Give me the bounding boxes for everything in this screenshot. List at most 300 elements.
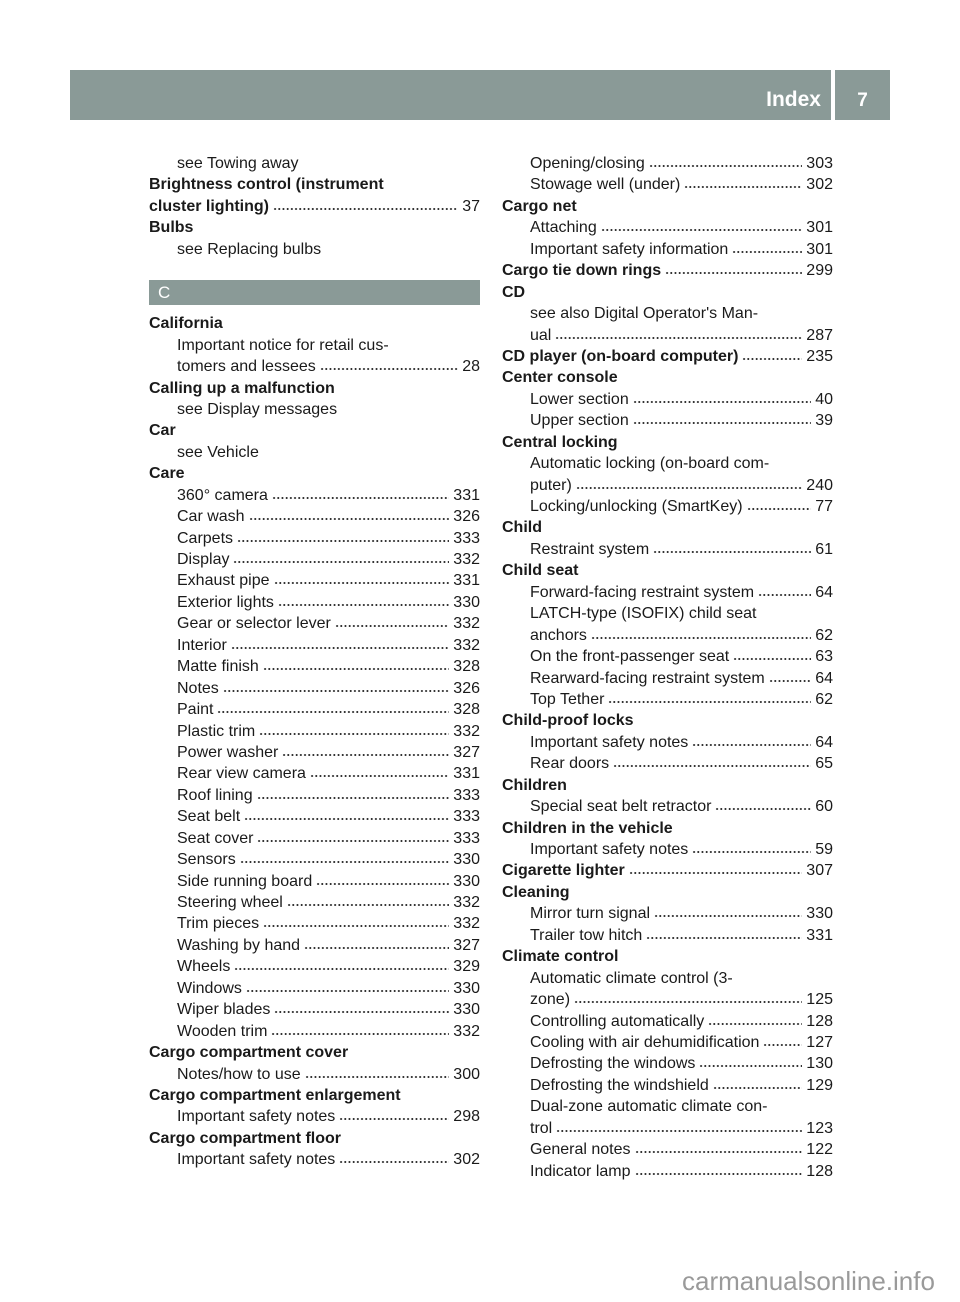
leader-dots [613,764,811,768]
entry-text: Seat cover [177,829,254,847]
entry-text: Plastic trim [177,722,256,740]
index-subentry [149,442,480,463]
page-reference[interactable]: 332 [453,915,480,933]
page-reference[interactable]: 129 [806,1076,833,1094]
index-subentry[interactable] [149,485,480,506]
index-column-left [149,153,480,1171]
entry-text: Center console [502,369,618,387]
page-reference[interactable]: 61 [815,540,833,558]
index-subentry[interactable] [149,1021,480,1042]
leader-dots [310,774,449,778]
entry-text: Windows [177,979,242,997]
index-subentry[interactable] [502,625,833,646]
entry-text: Rear view camera [177,765,306,783]
leader-dots [257,796,450,800]
page-reference[interactable]: 62 [815,690,833,708]
index-subentry[interactable] [502,410,833,431]
entry-text: CD player (on-board computer) [502,347,739,365]
index-heading [149,378,480,399]
page-reference[interactable]: 40 [815,390,833,408]
page-reference[interactable]: 127 [806,1033,833,1051]
leader-dots [278,603,449,607]
page-reference[interactable]: 62 [815,626,833,644]
entry-text: Notes/how to use [177,1065,301,1083]
page-reference[interactable]: 328 [453,658,480,676]
page-reference[interactable]: 299 [806,262,833,280]
index-subentry [149,239,480,260]
leader-dots [335,624,449,628]
page-reference[interactable]: 327 [453,936,480,954]
entry-text: Roof lining [177,786,253,804]
leader-dots [287,903,449,907]
leader-dots [653,550,811,554]
leader-dots [649,164,803,168]
index-subentry[interactable] [149,528,480,549]
entry-text: Car wash [177,508,245,526]
leader-dots [556,1129,802,1133]
index-subentry[interactable] [502,174,833,195]
page-reference[interactable]: 327 [453,743,480,761]
entry-text: see Replacing bulbs [177,240,322,258]
page-reference[interactable]: 330 [806,905,833,923]
leader-dots [708,1022,802,1026]
leader-dots [742,357,802,361]
index-heading [502,517,833,538]
index-subentry[interactable] [149,999,480,1020]
page-reference[interactable]: 301 [806,219,833,237]
index-subentry[interactable] [502,239,833,260]
index-subentry[interactable] [502,1139,833,1160]
page-reference[interactable]: 333 [453,529,480,547]
index-subentry[interactable] [149,828,480,849]
index-subentry[interactable] [502,646,833,667]
page-reference[interactable]: 328 [453,701,480,719]
entry-text: Washing by hand [177,936,301,954]
leader-dots [231,646,450,650]
entry-text: Power washer [177,743,279,761]
page-reference[interactable]: 330 [453,872,480,890]
index-heading [149,1085,480,1106]
leader-dots [259,732,449,736]
index-subentry[interactable] [149,721,480,742]
entry-text: CD [502,283,526,301]
entry-text: Locking/unlocking (SmartKey) [530,498,743,515]
leader-dots [713,1086,803,1090]
page-reference[interactable]: 329 [453,958,480,976]
leader-dots [591,636,811,640]
index-subentry[interactable] [502,989,833,1010]
entry-text: Bulbs [149,219,194,237]
entry-text: Important safety notes [177,1151,336,1169]
entry-text: Child seat [502,562,579,580]
page-reference[interactable]: 128 [806,1012,833,1030]
leader-dots [692,850,811,854]
page-reference[interactable]: 302 [453,1151,480,1169]
entry-text: 360° camera [177,486,268,504]
page-reference[interactable]: 235 [806,347,833,365]
entry-text: see Towing away [177,155,299,172]
page-reference[interactable]: 331 [453,572,480,590]
index-subentry[interactable] [149,613,480,634]
entry-text: Side running board [177,872,313,890]
entry-text: ual [530,326,552,344]
leader-dots [282,753,449,757]
index-subentry[interactable] [149,549,480,570]
entry-text: Cargo compartment cover [149,1044,349,1062]
index-subentry[interactable] [502,389,833,410]
leader-dots [274,1010,449,1014]
entry-text: Seat belt [177,808,241,826]
index-heading[interactable] [502,346,833,367]
index-subentry[interactable] [502,689,833,710]
index-subentry[interactable] [502,732,833,753]
leader-dots [217,710,449,714]
entry-text: Steering wheel [177,894,283,911]
index-subentry[interactable] [149,570,480,591]
index-heading [149,1042,480,1063]
entry-text: Special seat belt retractor [530,798,712,816]
page-reference[interactable]: 60 [815,798,833,816]
index-subentry [502,1096,833,1117]
entry-text: Trim pieces [177,915,260,933]
page-reference[interactable]: 240 [806,476,833,494]
page-reference[interactable]: 302 [806,176,833,194]
index-subentry[interactable] [149,356,480,377]
leader-dots [271,1032,449,1036]
index-subentry[interactable] [502,539,833,560]
leader-dots [633,421,811,425]
index-subentry[interactable] [502,1032,833,1053]
index-heading [149,174,480,195]
page-reference[interactable]: 65 [815,755,833,773]
leader-dots [601,228,803,232]
leader-dots [747,507,812,511]
entry-text: Top Tether [530,690,605,708]
page-reference[interactable]: 332 [453,1022,480,1040]
entry-text: Automatic locking (on-board com- [530,455,770,473]
index-subentry[interactable] [502,1011,833,1032]
entry-text: Cigarette lighter [502,862,625,880]
entry-text: see Display messages [177,400,338,418]
page-reference[interactable]: 64 [815,733,833,751]
leader-dots [244,817,449,821]
index-subentry[interactable] [149,913,480,934]
index-heading[interactable] [149,196,480,217]
page-reference[interactable]: 332 [453,894,480,911]
entry-text: Exhaust pipe [177,572,270,590]
page-reference[interactable]: 330 [453,851,480,869]
page-reference[interactable]: 298 [453,1108,480,1126]
index-subentry[interactable] [149,849,480,870]
entry-text: Opening/closing [530,155,645,172]
index-subentry [149,335,480,356]
entry-text: anchors [530,626,587,644]
leader-dots [234,967,449,971]
index-entries-pre [149,153,480,260]
page-reference[interactable]: 64 [815,583,833,601]
index-entries-right [502,153,833,1182]
entry-text: Cleaning [502,883,570,901]
entry-text: Display [177,551,230,568]
entry-text: Defrosting the windshield [530,1076,709,1094]
index-subentry[interactable] [502,925,833,946]
index-heading [502,432,833,453]
index-heading [502,818,833,839]
index-subentry[interactable] [149,742,480,763]
index-heading[interactable] [502,860,833,881]
leader-dots [633,400,811,404]
index-heading [502,282,833,303]
entry-text: tomers and lessees [177,358,316,376]
index-subentry[interactable] [502,582,833,603]
page-reference[interactable]: 333 [453,808,480,826]
index-subentry[interactable] [149,785,480,806]
index-heading [149,217,480,238]
index-subentry[interactable] [149,892,480,913]
page-reference[interactable]: 123 [806,1119,833,1137]
index-heading [149,463,480,484]
entry-text: Restraint system [530,540,650,558]
index-subentry[interactable] [149,806,480,827]
index-subentry[interactable] [149,635,480,656]
index-subentry[interactable] [149,1064,480,1085]
index-heading [502,882,833,903]
entry-text: Notes [177,679,219,697]
entry-text: Central locking [502,433,618,451]
leader-dots [646,936,802,940]
leader-dots [339,1117,449,1121]
entry-text: Cargo compartment enlargement [149,1086,401,1104]
index-subentry[interactable] [149,956,480,977]
entry-text: Lower section [530,390,629,408]
leader-dots [339,1160,449,1164]
leader-dots [732,250,802,254]
index-heading [502,775,833,796]
page-reference[interactable]: 301 [806,240,833,258]
leader-dots [246,989,449,993]
index-subentry[interactable] [149,935,480,956]
entry-text: Gear or selector lever [177,615,331,633]
leader-dots [733,657,811,661]
index-subentry[interactable] [502,1053,833,1074]
entry-text: Wiper blades [177,1001,271,1019]
page-reference[interactable]: 332 [453,636,480,654]
page-reference[interactable]: 333 [453,786,480,804]
index-subentry[interactable] [149,978,480,999]
entry-text: Important safety notes [177,1108,336,1126]
page-reference[interactable]: 122 [806,1141,833,1159]
entry-text: On the front-passenger seat [530,648,730,666]
leader-dots [576,486,803,490]
index-subentry [502,303,833,324]
entry-text: see Vehicle [177,443,259,461]
index-subentry[interactable] [502,903,833,924]
entry-text: Matte finish [177,658,259,676]
entry-text: Stowage well (under) [530,176,681,194]
leader-dots [758,593,811,597]
index-subentry[interactable] [149,699,480,720]
entry-text: Cargo tie down rings [502,262,662,280]
page-reference[interactable]: 326 [453,679,480,697]
leader-dots [320,367,458,371]
leader-dots [769,679,811,683]
entry-text: Car [149,422,176,440]
leader-dots [316,882,449,886]
entry-text: Dual-zone automatic climate con- [530,1098,768,1116]
leader-dots [305,1075,450,1079]
index-subentry[interactable] [502,153,833,174]
leader-dots [263,924,449,928]
index-subentry [149,399,480,420]
entry-text: Attaching [530,219,597,237]
entry-text: Automatic climate control (3- [530,969,733,987]
page-reference[interactable]: 332 [453,551,480,568]
leader-dots [249,517,450,521]
page-reference[interactable]: 332 [453,722,480,740]
entry-text: Carpets [177,529,234,547]
entry-text: puter) [530,476,572,494]
entry-text: Cargo compartment floor [149,1129,342,1147]
index-heading [502,946,833,967]
index-column-right [502,153,833,1182]
index-subentry[interactable] [502,1161,833,1182]
leader-dots [574,1000,802,1004]
page-reference[interactable]: 63 [815,648,833,666]
index-heading [149,420,480,441]
entry-text: Brightness control (instrument [149,176,384,194]
entry-text: cluster lighting) [149,197,269,215]
leader-dots [257,839,449,843]
index-subentry[interactable] [149,592,480,613]
index-heading [502,710,833,731]
leader-dots [763,1043,802,1047]
index-subentry[interactable] [149,678,480,699]
entry-text: Exterior lights [177,593,274,611]
leader-dots [715,807,811,811]
entry-text: Trailer tow hitch [530,926,643,944]
page-reference[interactable]: 303 [806,155,833,172]
entry-text: Paint [177,701,214,719]
page-reference[interactable]: 331 [806,926,833,944]
index-subentry[interactable] [149,871,480,892]
leader-dots [555,336,802,340]
leader-dots [263,667,449,671]
page-reference[interactable]: 59 [815,841,833,858]
index-subentry[interactable] [502,475,833,496]
entry-text: Important safety notes [530,841,689,858]
entry-text: Care [149,465,185,483]
page-reference[interactable]: 37 [462,197,480,215]
entry-text: zone) [530,991,571,1009]
index-heading[interactable] [502,260,833,281]
page-reference[interactable]: 307 [806,862,833,880]
entry-text: Indicator lamp [530,1162,631,1180]
leader-dots [233,560,449,564]
page-reference[interactable]: 64 [815,669,833,687]
page-reference[interactable]: 128 [806,1162,833,1180]
index-subentry[interactable] [502,668,833,689]
page-reference[interactable]: 39 [815,412,833,430]
entry-text: General notes [530,1141,631,1159]
index-subentry[interactable] [502,325,833,346]
page-reference[interactable]: 330 [453,979,480,997]
leader-dots [629,871,803,875]
leader-dots [699,1064,802,1068]
page-reference[interactable]: 332 [453,615,480,633]
entry-text: Child [502,519,542,537]
index-subentry[interactable] [502,839,833,860]
index-entries-c [149,313,480,1171]
index-subentry[interactable] [502,796,833,817]
index-subentry[interactable] [149,763,480,784]
entry-text: Important safety notes [530,733,689,751]
page-reference[interactable]: 300 [453,1065,480,1083]
entry-text: Controlling automatically [530,1012,705,1030]
index-subentry[interactable] [149,506,480,527]
entry-text: Mirror turn signal [530,905,651,923]
page-reference[interactable]: 331 [453,486,480,504]
leader-dots [665,271,802,275]
index-subentry[interactable] [149,656,480,677]
entry-text: Climate control [502,948,619,966]
entry-text: Cargo net [502,197,577,215]
index-subentry[interactable] [502,217,833,238]
page-reference[interactable]: 77 [815,498,833,515]
page-reference[interactable]: 125 [806,991,833,1009]
entry-text: Rear doors [530,755,610,773]
entry-text: Wooden trim [177,1022,268,1040]
entry-text: Rearward-facing restraint system [530,669,765,687]
index-heading [502,367,833,388]
index-subentry[interactable] [502,496,833,517]
index-heading [149,313,480,334]
entry-text: Important notice for retail cus- [177,336,389,354]
leader-dots [240,860,450,864]
index-subentry [502,968,833,989]
entry-text: Defrosting the windows [530,1055,696,1073]
entry-text: Children [502,776,567,794]
leader-dots [223,689,450,693]
section-header-c: C [149,280,480,305]
index-subentry[interactable] [502,1118,833,1139]
leader-dots [692,743,811,747]
leader-dots [272,496,449,500]
index-heading [502,560,833,581]
page-reference[interactable]: 330 [453,593,480,611]
index-subentry[interactable] [502,753,833,774]
leader-dots [635,1172,803,1176]
index-subentry[interactable] [149,1106,480,1127]
index-subentry[interactable] [502,1075,833,1096]
page-reference[interactable]: 326 [453,508,480,526]
leader-dots [273,207,458,211]
page-reference[interactable]: 331 [453,765,480,783]
page-reference[interactable]: 287 [806,326,833,344]
entry-text: Forward-facing restraint system [530,583,755,601]
header-page-number: 7 [835,70,890,120]
page-reference[interactable]: 28 [462,358,480,376]
entry-text: trol [530,1119,553,1137]
index-heading [149,1128,480,1149]
index-subentry[interactable] [149,1149,480,1170]
leader-dots [635,1150,803,1154]
entry-text: Sensors [177,851,236,869]
page-reference[interactable]: 330 [453,1001,480,1019]
page-reference[interactable]: 130 [806,1055,833,1073]
entry-text: Wheels [177,958,231,976]
leader-dots [304,946,449,950]
page-reference[interactable]: 333 [453,829,480,847]
